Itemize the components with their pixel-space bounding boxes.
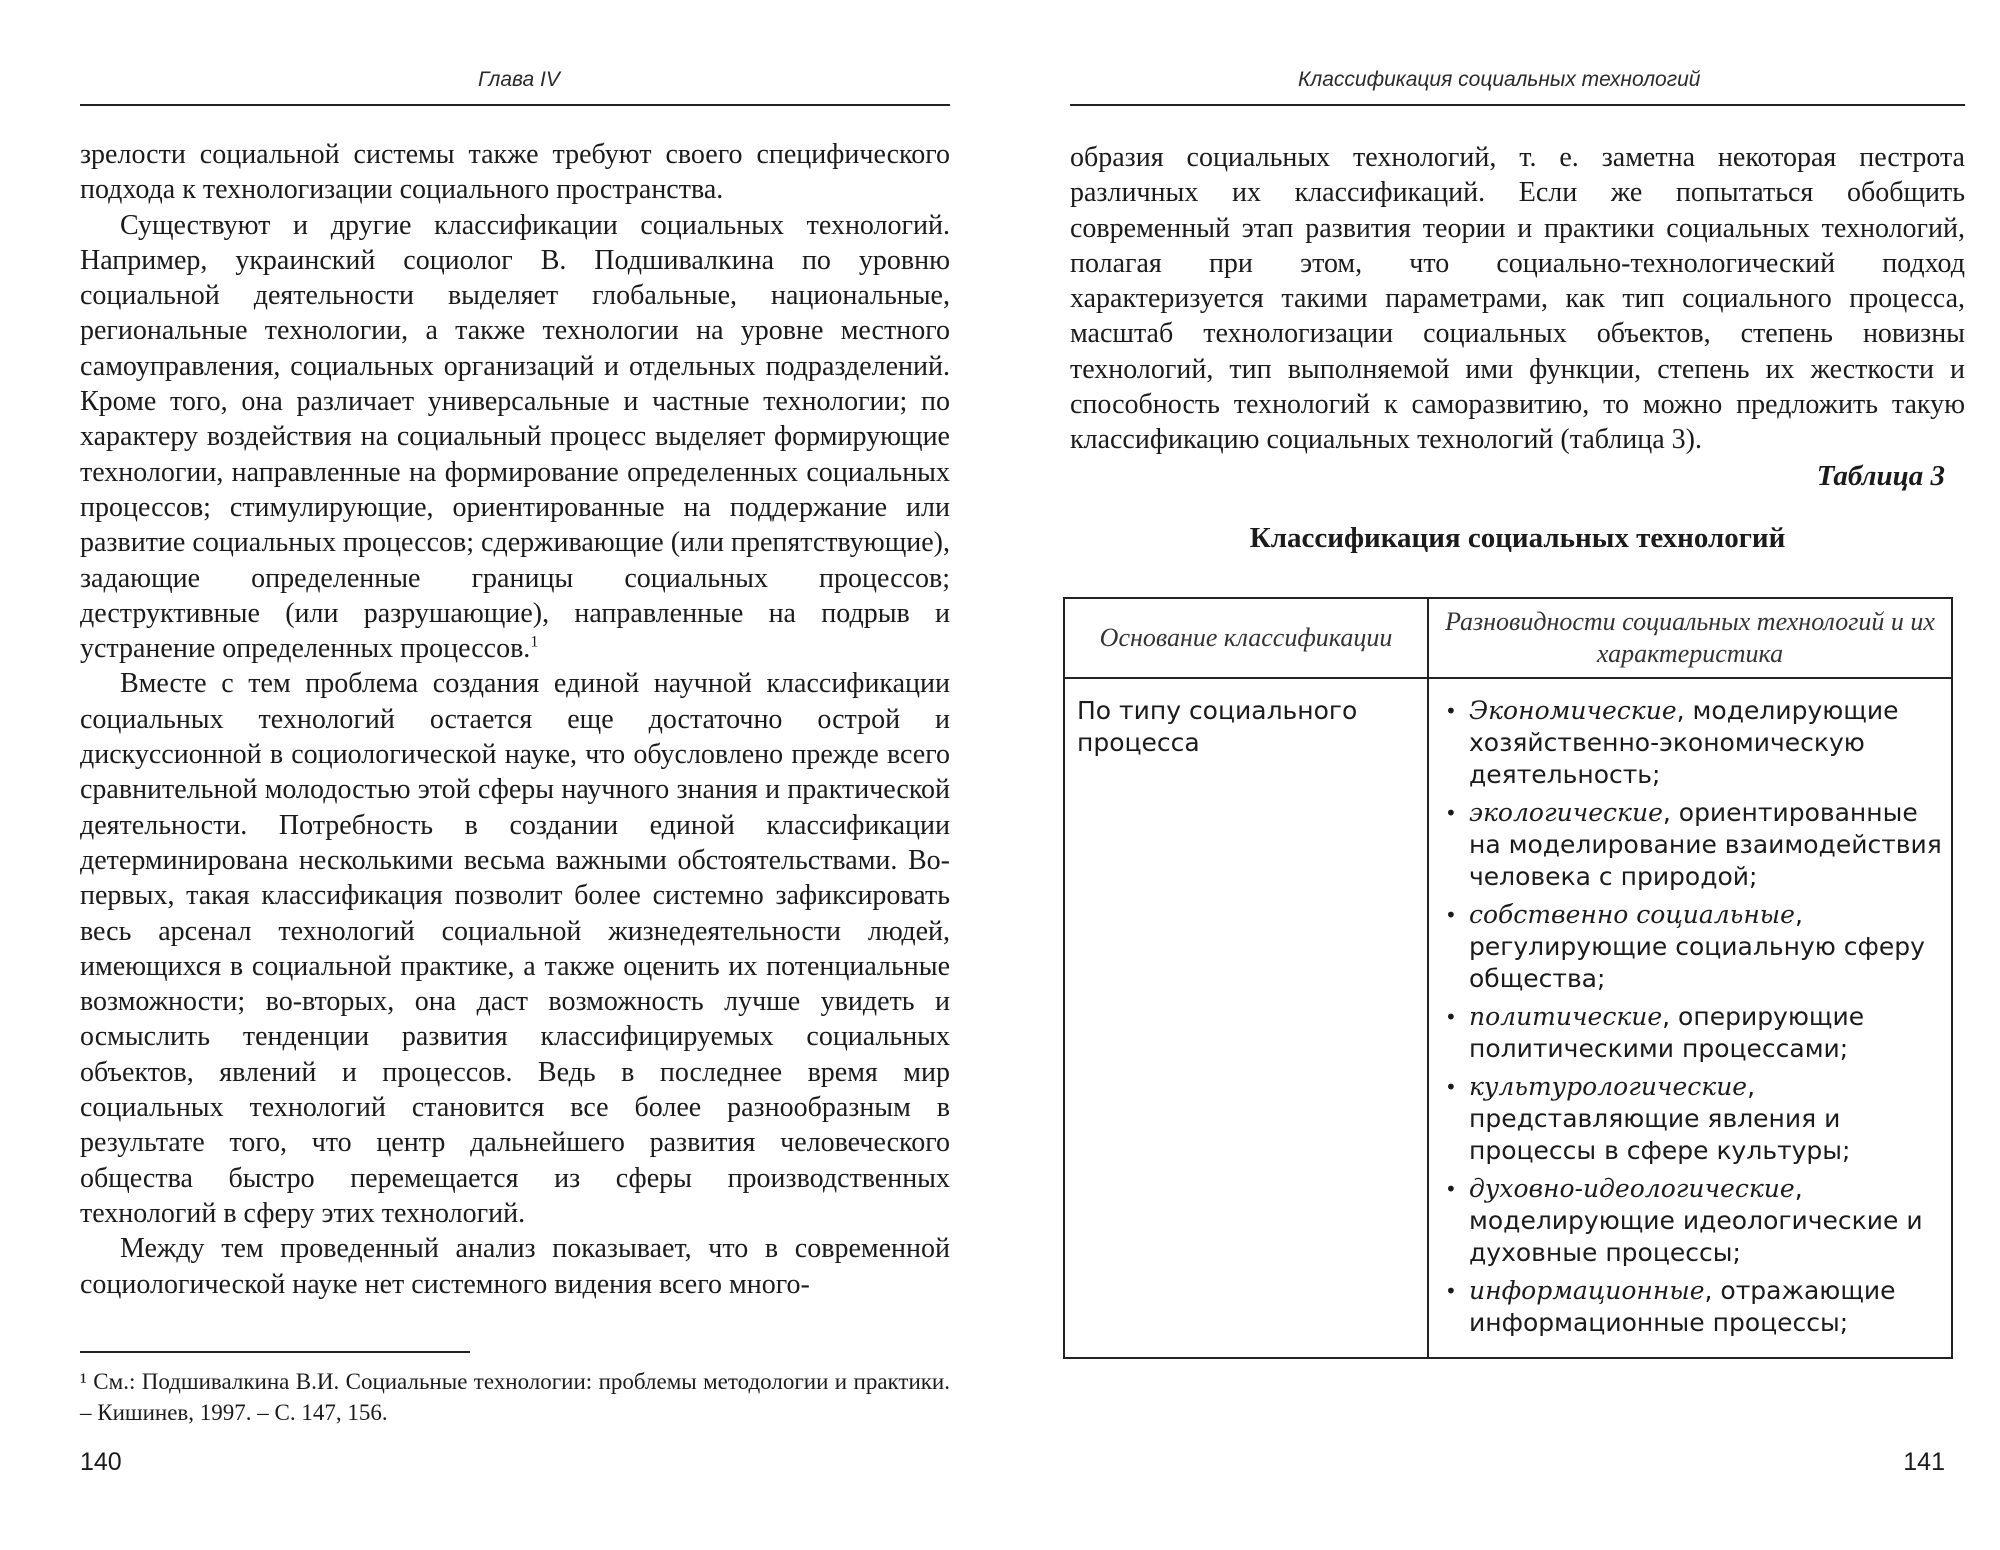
paragraph: Вместе с тем проблема создания единой научной классификации социальных технологий остается еще достаточно острой и дискуссионной в социологической науке, что обусловлено прежде всего сравнительной молодостью этой сферы научного знания и практической деятельности. Потребность в создании единой классификации детерминирована несколькими весьма важными обстоятельствами. Во-первых, такая классификация позволит более системно зафиксировать весь арсенал технологий социальной жизнедеятельности людей, имеющихся в социальной практике, а также оценить их потенциальные возможности; во-вторых, она даст возможность лучше увидеть и осмыслить тенденции развития классифицируемых социальных объектов, явлений и процессов. Ведь в последнее время мир социальных технологий становится все более разнообразным в результате того, что центр дальнейшего развития человеческого общества быстро перемещается из сферы производственных технологий в сферу этих технологий. xyxy=(80,668,950,1229)
technology-item xyxy=(1445,899,1943,995)
bullet-icon: • xyxy=(1445,903,1457,927)
technology-name: собственно социальные xyxy=(1469,900,1795,929)
technology-item xyxy=(1445,1001,1943,1065)
right-page xyxy=(1000,0,2000,1550)
technology-item xyxy=(1445,797,1943,893)
page-number: 141 xyxy=(1903,1448,1945,1476)
basis-cell: По типу социального процесса xyxy=(1064,678,1428,1358)
technology-item xyxy=(1445,1275,1943,1339)
table-title: Классификация социальных технологий xyxy=(1249,522,1786,554)
bullet-icon: • xyxy=(1445,801,1457,825)
paragraph: Между тем проведенный анализ показывает, что в современной социологической науке нет системного видения всего много- xyxy=(80,1233,950,1300)
page-number: 140 xyxy=(80,1448,122,1476)
bullet-icon: • xyxy=(1445,699,1457,723)
technology-name: Экономические xyxy=(1469,696,1677,725)
running-head: Глава IV xyxy=(478,68,560,91)
paragraph: зрелости социальной системы также требуют своего специфического подхода к технологизации социального пространства. xyxy=(80,139,950,206)
classification-table xyxy=(1063,597,1953,1359)
table-header-row xyxy=(1064,598,1952,678)
bullet-icon: • xyxy=(1445,1005,1457,1029)
paragraph-text: Существуют и другие классификации социальных технологий. Например, украинский социолог В. Подшивалкина по уровню социальной деятельности выделяет глобальные, национальные, региональные технологии, а также технологии на уровне местного самоуправления, социальных организаций и отдельных подразделений. Кроме того, она различает универсальные и частные технологии; по характеру воздействия на социальный процесс выделяет формирующие технологии, направленные на формирование определенных социальных процессов; стимулирующие, ориентированные на поддержание или развитие социальных процессов; сдерживающие (или препятствующие), задающие определенные границы социальных процессов; деструктивные (или разрушающие), направленные на подрыв и устранение определенных процессов. xyxy=(80,209,950,665)
running-head: Классификация социальных технологий xyxy=(1298,68,1701,91)
paragraph xyxy=(80,208,950,667)
header-kinds: Разновидности социальных технологий и их характеристика xyxy=(1428,598,1952,678)
technology-name: экологические xyxy=(1469,798,1663,827)
technology-name: информационные xyxy=(1469,1276,1705,1305)
paragraph: образия социальных технологий, т. е. заметна некоторая пестрота различных их классификаций. Если же попытаться обобщить современный этап развития теории и практики социальных технологий, полагая при этом, что социально-технологический подход характеризуется такими параметрами, как тип социального процесса, масштаб технологизации социальных объектов, степень новизны технологий, тип выполняемой ими функции, степень их жесткости и способность технологий к саморазвитию, то можно предложить такую классификацию социальных технологий (таблица 3). xyxy=(1070,142,1965,456)
footnote-marker: 1 xyxy=(530,633,539,651)
technology-description: , представляющие явления и процессы в сфере культуры; xyxy=(1469,1072,1851,1165)
technology-item xyxy=(1445,1071,1943,1167)
table-row xyxy=(1064,678,1952,1358)
table-label: Таблица 3 xyxy=(1816,460,1945,492)
technology-name: духовно-идеологические xyxy=(1469,1174,1795,1203)
kinds-cell xyxy=(1428,678,1952,1358)
bullet-icon: • xyxy=(1445,1279,1457,1303)
technology-item xyxy=(1445,1173,1943,1269)
left-body-text xyxy=(80,137,950,1302)
technology-description: , моделирующие хозяйственно-экономическую деятельность; xyxy=(1469,696,1899,789)
technology-name: политические xyxy=(1469,1002,1663,1031)
technology-description: , оперирующие политическими процессами; xyxy=(1469,1002,1865,1063)
technology-item xyxy=(1445,695,1943,791)
footnote: ¹ См.: Подшивалкина В.И. Социальные технологии: проблемы методологии и практики. – Кишинев, 1997. – С. 147, 156. xyxy=(80,1369,950,1425)
bullet-icon: • xyxy=(1445,1075,1457,1099)
footnote-rule xyxy=(80,1351,470,1353)
header-rule xyxy=(80,104,950,106)
technology-description: , ориентированные на моделирование взаимодействия человека с природой; xyxy=(1469,798,1942,891)
technology-description: , отражающие информационные процессы; xyxy=(1469,1276,1896,1337)
technology-description: , моделирующие идеологические и духовные процессы; xyxy=(1469,1174,1923,1267)
header-rule xyxy=(1070,104,1965,106)
technology-name: культурологические xyxy=(1469,1072,1748,1101)
bullet-icon: • xyxy=(1445,1177,1457,1201)
right-body-text xyxy=(1070,140,1965,458)
header-basis: Основание классификации xyxy=(1064,598,1428,678)
technology-description: , регулирующие социальную сферу общества; xyxy=(1469,900,1925,993)
